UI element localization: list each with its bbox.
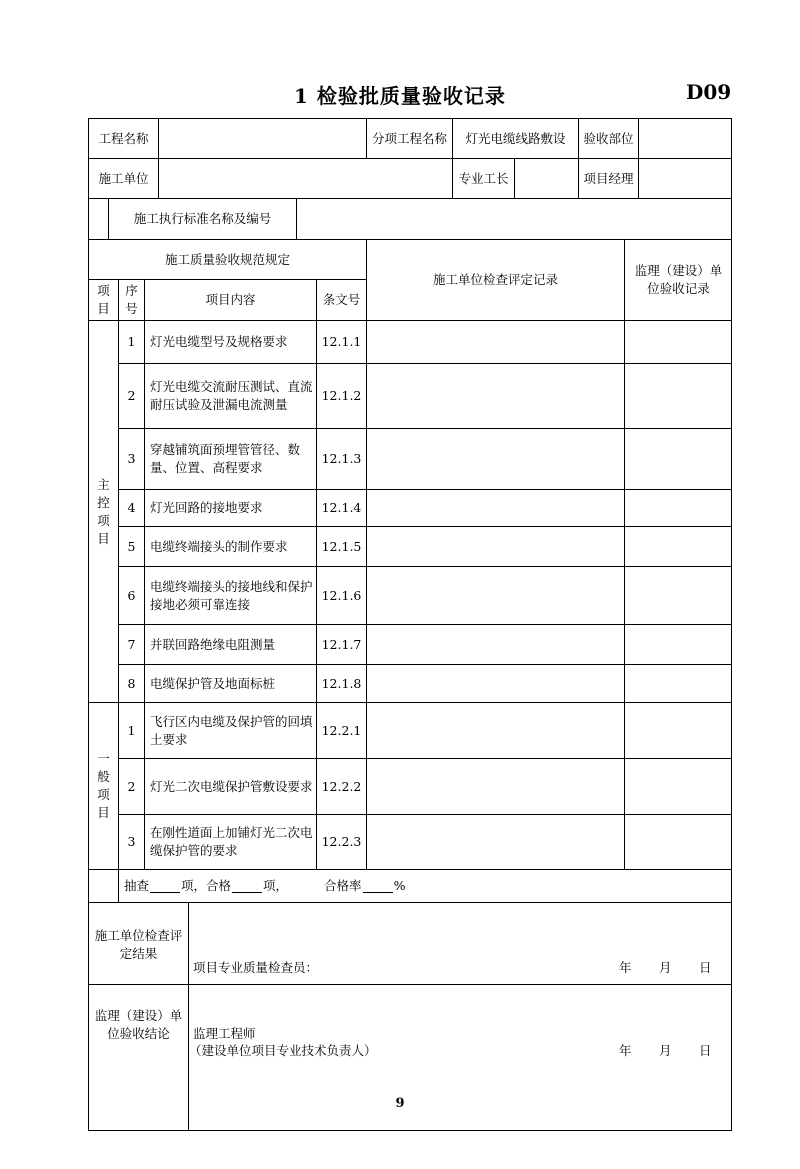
main-item-clause: 12.1.7	[316, 624, 366, 664]
general-item-content: 飞行区内电缆及保护管的回填土要求	[144, 702, 316, 758]
general-item-clause: 12.2.3	[316, 814, 366, 869]
main-item-seq: 8	[118, 664, 144, 702]
construction-day-label: 日	[699, 960, 712, 975]
inspection-form-table	[88, 118, 732, 1131]
page-number: 9	[395, 1096, 405, 1111]
construction-unit-label: 施工单位	[88, 158, 158, 198]
main-item-seq: 5	[118, 526, 144, 566]
main-item-content: 电缆保护管及地面标桩	[144, 664, 316, 702]
project-name-value[interactable]	[158, 118, 366, 158]
foreman-label: 专业工长	[452, 158, 514, 198]
general-item-seq: 1	[118, 702, 144, 758]
main-item-supervision-record[interactable]	[624, 624, 732, 664]
main-item-content: 电缆终端接头的接地线和保护接地必须可靠连接	[144, 566, 316, 624]
main-item-content: 灯光回路的接地要求	[144, 489, 316, 526]
project-manager-value[interactable]	[638, 158, 732, 198]
col-seq-header: 序号	[118, 279, 144, 320]
sub-project-label: 分项工程名称	[366, 118, 452, 158]
check-record-header: 施工单位检查评定记录	[366, 239, 624, 320]
sub-project-value: 灯光电缆线路敷设	[452, 118, 578, 158]
main-item-content: 并联回路绝缘电阻测量	[144, 624, 316, 664]
general-item-seq: 3	[118, 814, 144, 869]
construction-year-label: 年	[619, 960, 632, 975]
main-item-clause: 12.1.8	[316, 664, 366, 702]
supervision-day-label: 日	[699, 1043, 712, 1058]
project-manager-label: 项目经理	[578, 158, 638, 198]
sampling-summary[interactable]: 抽查 项，合格 项， 合格率 %	[118, 869, 732, 902]
general-item-content: 灯光二次电缆保护管敷设要求	[144, 758, 316, 814]
project-name-label: 工程名称	[88, 118, 158, 158]
general-item-check-record[interactable]	[366, 702, 624, 758]
main-item-content: 灯光电缆交流耐压测试、直流耐压试验及泄漏电流测量	[144, 363, 316, 428]
general-item-supervision-record[interactable]	[624, 702, 732, 758]
main-item-seq: 4	[118, 489, 144, 526]
construction-result-label: 施工单位检查评定结果	[88, 902, 188, 984]
main-item-supervision-record[interactable]	[624, 363, 732, 428]
standard-label: 施工执行标准名称及编号	[108, 198, 296, 239]
main-item-seq: 2	[118, 363, 144, 428]
general-group-label: 一 般 项 目	[88, 702, 118, 869]
main-item-check-record[interactable]	[366, 526, 624, 566]
form-code: D09	[686, 80, 732, 104]
page-title: 1 检验批质量验收记录	[294, 84, 506, 108]
main-item-check-record[interactable]	[366, 428, 624, 489]
construction-unit-value[interactable]	[158, 158, 452, 198]
owner-technical-lead-label: （建设单位项目专业技术负责人）	[189, 1043, 377, 1058]
main-item-supervision-record[interactable]	[624, 320, 732, 363]
main-item-clause: 12.1.4	[316, 489, 366, 526]
standard-value[interactable]	[296, 198, 732, 239]
main-item-seq: 3	[118, 428, 144, 489]
sampling-indent	[88, 869, 118, 902]
main-item-clause: 12.1.5	[316, 526, 366, 566]
main-item-seq: 7	[118, 624, 144, 664]
main-item-content: 电缆终端接头的制作要求	[144, 526, 316, 566]
main-item-content: 灯光电缆型号及规格要求	[144, 320, 316, 363]
supervision-month-label: 月	[659, 1043, 672, 1058]
supervision-header: 监理（建设）单位验收记录	[624, 239, 732, 320]
construction-month-label: 月	[659, 960, 672, 975]
quality-inspector-label: 项目专业质量检查员：	[193, 960, 319, 975]
main-item-content: 穿越铺筑面预埋管管径、数量、位置、高程要求	[144, 428, 316, 489]
main-item-check-record[interactable]	[366, 624, 624, 664]
col-content-header: 项目内容	[144, 279, 316, 320]
main-item-check-record[interactable]	[366, 566, 624, 624]
main-item-check-record[interactable]	[366, 363, 624, 428]
construction-result-area[interactable]	[188, 902, 732, 984]
standard-indent	[88, 198, 108, 239]
main-item-supervision-record[interactable]	[624, 526, 732, 566]
main-item-clause: 12.1.6	[316, 566, 366, 624]
general-item-check-record[interactable]	[366, 758, 624, 814]
acceptance-part-label: 验收部位	[578, 118, 638, 158]
general-item-content: 在刚性道面上加铺灯光二次电缆保护管的要求	[144, 814, 316, 869]
main-item-check-record[interactable]	[366, 320, 624, 363]
main-item-check-record[interactable]	[366, 489, 624, 526]
main-item-seq: 6	[118, 566, 144, 624]
main-item-check-record[interactable]	[366, 664, 624, 702]
col-clause-header: 条文号	[316, 279, 366, 320]
supervision-year-label: 年	[619, 1043, 632, 1058]
main-item-supervision-record[interactable]	[624, 566, 732, 624]
foreman-value[interactable]	[514, 158, 578, 198]
general-item-check-record[interactable]	[366, 814, 624, 869]
supervising-engineer-label: 监理工程师	[193, 1026, 256, 1041]
main-item-clause: 12.1.3	[316, 428, 366, 489]
main-item-supervision-record[interactable]	[624, 489, 732, 526]
general-item-supervision-record[interactable]	[624, 814, 732, 869]
main-item-clause: 12.1.2	[316, 363, 366, 428]
main-item-seq: 1	[118, 320, 144, 363]
supervision-result-label: 监理（建设）单位验收结论	[88, 984, 188, 1131]
general-item-clause: 12.2.2	[316, 758, 366, 814]
general-item-supervision-record[interactable]	[624, 758, 732, 814]
general-item-seq: 2	[118, 758, 144, 814]
acceptance-part-value[interactable]	[638, 118, 732, 158]
main-item-supervision-record[interactable]	[624, 664, 732, 702]
col-item-header: 项目	[88, 279, 118, 320]
main-item-supervision-record[interactable]	[624, 428, 732, 489]
spec-header: 施工质量验收规范规定	[88, 239, 366, 279]
main-control-group-label: 主 控 项 目	[88, 320, 118, 702]
general-item-clause: 12.2.1	[316, 702, 366, 758]
main-item-clause: 12.1.1	[316, 320, 366, 363]
